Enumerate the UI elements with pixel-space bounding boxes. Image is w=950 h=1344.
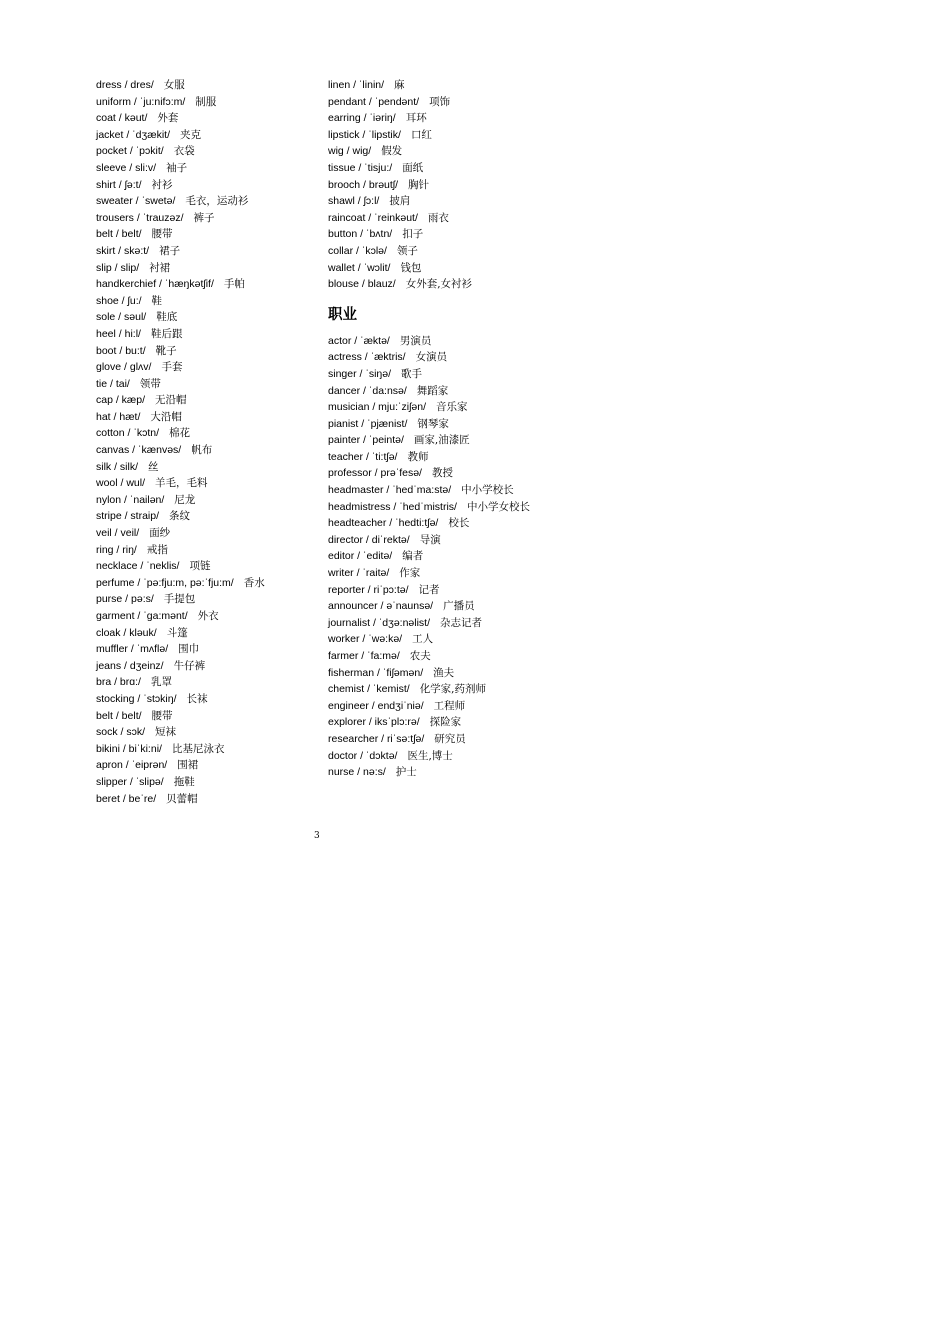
vocab-entry: [328, 681, 548, 698]
vocab-entry: [328, 548, 548, 565]
chinese-translation: 记者: [418, 583, 440, 596]
vocab-entry: [96, 558, 316, 575]
chinese-translation: 围巾: [178, 643, 200, 656]
chinese-translation: 贝蕾帽: [166, 792, 198, 805]
chinese-translation: 短袜: [155, 726, 177, 739]
vocab-entry: [328, 333, 548, 350]
vocab-entry: [328, 399, 548, 416]
english-word: journalist / ˈdʒə:nəlist/: [328, 616, 431, 629]
english-word: engineer / endʒiˈniə/: [328, 699, 424, 712]
english-word: cloak / kləuk/: [96, 626, 157, 639]
english-word: lipstick / ˈlipstik/: [328, 128, 401, 141]
vocab-entry: [96, 459, 316, 476]
english-word: cotton / ˈkɔtn/: [96, 427, 160, 440]
vocab-entry: [328, 731, 548, 748]
vocab-entry: [96, 110, 316, 127]
english-word: nylon / ˈnailən/: [96, 493, 165, 506]
english-word: sock / sɔk/: [96, 726, 146, 739]
vocab-entry: [96, 724, 316, 741]
right-vocabulary-column: [328, 77, 548, 781]
english-word: tissue / ˈtisju:/: [328, 161, 393, 174]
chinese-translation: 男演员: [399, 334, 432, 347]
english-word: purse / pə:s/: [96, 593, 154, 606]
chinese-translation: 中小学校长: [461, 484, 514, 497]
vocab-entry: [328, 515, 548, 532]
chinese-translation: 衬裙: [149, 261, 171, 274]
chinese-translation: 耳环: [405, 112, 427, 125]
vocab-entry: [328, 532, 548, 549]
chinese-translation: 研究员: [434, 732, 466, 745]
vocab-entry: [328, 160, 548, 177]
chinese-translation: 广播员: [443, 600, 475, 613]
chinese-translation: 腰带: [151, 709, 173, 722]
chinese-translation: 衬衫: [151, 178, 173, 191]
chinese-translation: 香水: [243, 576, 265, 589]
chinese-translation: 外套: [157, 112, 179, 125]
chinese-translation: 长袜: [186, 692, 208, 705]
english-word: stocking / ˈstɔkiŋ/: [96, 692, 177, 705]
vocab-entry: [328, 94, 548, 111]
english-word: chemist / ˈkemist/: [328, 683, 410, 696]
english-word: muffler / ˈmʌflə/: [96, 643, 169, 656]
chinese-translation: 女外套,女衬衫: [405, 278, 473, 291]
vocab-entry: [96, 160, 316, 177]
vocab-entry: [328, 582, 548, 599]
vocab-entry: [96, 409, 316, 426]
chinese-translation: 渔夫: [433, 666, 455, 679]
english-word: director / diˈrektə/: [328, 533, 410, 546]
vocab-entry: [328, 499, 543, 516]
chinese-translation: 乳罩: [150, 676, 172, 689]
chinese-translation: 领带: [139, 377, 161, 390]
chinese-translation: 毛衣，运动衫: [185, 195, 249, 208]
chinese-translation: 无沿帽: [155, 394, 187, 407]
chinese-translation: 丝: [148, 460, 159, 473]
chinese-translation: 假发: [381, 145, 403, 158]
english-word: hat / hæt/: [96, 410, 141, 423]
vocab-entry: [96, 575, 316, 592]
chinese-translation: 外衣: [197, 610, 219, 622]
english-word: uniform / ˈju:nifɔ:m/: [96, 95, 186, 108]
chinese-translation: 校长: [448, 517, 470, 530]
vocab-entry: [96, 343, 316, 360]
vocab-entry: [328, 565, 548, 582]
english-word: belt / belt/: [96, 228, 142, 241]
vocab-entry: [328, 260, 548, 277]
occupations-list: [328, 333, 548, 781]
chinese-translation: 面纱: [149, 527, 171, 540]
chinese-translation: 羊毛，毛料: [155, 477, 208, 490]
vocab-entry: [328, 349, 548, 366]
chinese-translation: 麻: [394, 79, 405, 91]
english-word: jacket / ˈdʒækit/: [96, 128, 170, 141]
english-word: sleeve / sli:v/: [96, 161, 157, 174]
english-word: reporter / riˈpɔ:tə/: [328, 583, 409, 596]
english-word: ring / riŋ/: [96, 543, 137, 556]
english-word: pendant / ˈpendənt/: [328, 95, 420, 108]
english-word: shoe / ʃu:/: [96, 294, 142, 307]
chinese-translation: 披肩: [389, 195, 411, 208]
chinese-translation: 工程师: [433, 699, 466, 712]
english-word: stripe / straip/: [96, 510, 160, 523]
vocab-entry: [328, 449, 548, 466]
chinese-translation: 帆布: [191, 444, 213, 457]
chinese-translation: 尼龙: [174, 493, 196, 506]
vocab-entry: [328, 366, 548, 383]
english-word: heel / hi:l/: [96, 327, 141, 340]
chinese-translation: 比基尼泳衣: [171, 742, 225, 755]
vocab-entry: [96, 708, 316, 725]
chinese-translation: 舞蹈家: [416, 384, 449, 397]
english-word: headmistress / ˈhedˈmistris/: [328, 500, 457, 513]
chinese-translation: 夹克: [180, 128, 201, 141]
chinese-translation: 衣袋: [173, 145, 195, 158]
vocab-entry: [96, 442, 316, 459]
vocab-entry: [328, 243, 548, 260]
vocab-entry: [328, 432, 548, 449]
vocab-entry: [96, 94, 316, 111]
vocab-entry: [328, 698, 548, 715]
chinese-translation: 女演员: [415, 351, 448, 364]
english-word: headmaster / ˈhedˈma:stə/: [328, 484, 452, 497]
chinese-translation: 教授: [431, 467, 453, 480]
english-word: researcher / riˈsə:tʃə/: [328, 732, 425, 745]
english-word: tie / tai/: [96, 377, 130, 390]
vocab-entry: [96, 774, 316, 791]
chinese-translation: 手帕: [223, 278, 245, 291]
english-word: shawl / ʃɔ:l/: [328, 195, 380, 208]
vocab-entry: [96, 508, 316, 525]
chinese-translation: 腰带: [151, 228, 173, 241]
vocab-entry: [96, 542, 316, 559]
chinese-translation: 杂志记者: [440, 616, 483, 629]
chinese-translation: 制服: [195, 95, 217, 108]
english-word: painter / ˈpeintə/: [328, 434, 404, 447]
chinese-translation: 胸针: [408, 178, 430, 191]
vocab-entry: [328, 631, 548, 648]
english-word: earring / ˈiəriŋ/: [328, 112, 396, 125]
vocab-entry: [328, 177, 548, 194]
chinese-translation: 棉花: [169, 427, 191, 440]
english-word: silk / silk/: [96, 460, 138, 473]
vocab-entry: [328, 714, 548, 731]
chinese-translation: 项饰: [429, 95, 451, 108]
english-word: brooch / brəutʃ/: [328, 178, 399, 191]
vocab-entry: [328, 665, 548, 682]
chinese-translation: 钱包: [400, 261, 422, 274]
english-word: explorer / iksˈplɔ:rə/: [328, 716, 420, 729]
vocab-entry: [96, 591, 316, 608]
english-word: wallet / ˈwɔlit/: [328, 261, 391, 274]
vocab-entry: [96, 608, 316, 625]
english-word: actor / ˈæktə/: [328, 334, 390, 347]
english-word: fisherman / ˈfiʃəmən/: [328, 666, 424, 679]
chinese-translation: 音乐家: [436, 401, 468, 414]
chinese-translation: 编者: [402, 550, 424, 563]
vocab-entry: [96, 177, 316, 194]
english-word: canvas / ˈkænvəs/: [96, 444, 182, 457]
vocab-entry: [96, 691, 316, 708]
vocab-entry: [328, 143, 548, 160]
chinese-translation: 袖子: [166, 161, 188, 174]
english-word: beret / beˈre/: [96, 792, 157, 805]
chinese-translation: 鞋后跟: [150, 327, 183, 340]
vocab-entry: [328, 210, 548, 227]
chinese-translation: 戒指: [146, 543, 168, 556]
chinese-translation: 大沿帽: [150, 410, 182, 423]
english-word: collar / ˈkɔlə/: [328, 244, 387, 257]
english-word: jeans / dʒeinz/: [96, 659, 164, 672]
vocab-entry: [328, 226, 548, 243]
english-word: announcer / əˈnaunsə/: [328, 600, 434, 613]
vocab-entry: [328, 110, 548, 127]
vocab-entry: [328, 615, 548, 632]
english-word: coat / kəut/: [96, 112, 148, 125]
left-vocabulary-column: [96, 77, 316, 807]
chinese-translation: 领子: [396, 244, 418, 257]
vocab-entry: [328, 77, 548, 94]
vocab-entry: [96, 127, 316, 144]
english-word: dancer / ˈda:nsə/: [328, 384, 407, 397]
vocab-entry: [328, 416, 548, 433]
english-word: dress / dres/: [96, 79, 154, 91]
chinese-translation: 围裙: [177, 759, 199, 772]
chinese-translation: 裤子: [193, 211, 215, 224]
vocab-entry: [96, 226, 316, 243]
chinese-translation: 钢琴家: [417, 417, 449, 430]
vocab-entry: [328, 193, 548, 210]
vocab-entry: [96, 392, 316, 409]
page-number: 3: [314, 831, 320, 841]
vocab-entry: [96, 276, 316, 293]
english-word: glove / glʌv/: [96, 361, 152, 374]
chinese-translation: 导演: [419, 533, 441, 546]
english-word: bikini / biˈki:ni/: [96, 742, 162, 755]
english-word: cap / kæp/: [96, 394, 146, 407]
vocab-entry: [96, 210, 316, 227]
english-word: wig / wig/: [328, 145, 372, 158]
vocab-entry: [328, 127, 548, 144]
english-word: pocket / ˈpɔkit/: [96, 145, 164, 158]
english-word: slip / slip/: [96, 261, 140, 274]
vocab-entry: [328, 598, 548, 615]
chinese-translation: 口红: [410, 128, 432, 141]
english-word: slipper / ˈslipə/: [96, 775, 164, 788]
english-word: pianist / ˈpjænist/: [328, 417, 408, 430]
english-word: bra / brɑ:/: [96, 676, 141, 689]
chinese-translation: 雨衣: [427, 211, 449, 224]
english-word: singer / ˈsiŋə/: [328, 367, 392, 380]
english-word: apron / ˈeiprən/: [96, 759, 168, 772]
vocab-entry: [96, 492, 316, 509]
english-word: veil / veil/: [96, 527, 140, 540]
chinese-translation: 斗篷: [166, 626, 188, 639]
english-word: shirt / ʃə:t/: [96, 178, 142, 191]
vocab-entry: [96, 741, 316, 758]
chinese-translation: 工人: [412, 633, 434, 646]
english-word: worker / ˈwə:kə/: [328, 633, 403, 646]
english-word: wool / wul/: [96, 477, 146, 490]
chinese-translation: 裙子: [159, 244, 181, 257]
chinese-translation: 教师: [407, 450, 429, 463]
clothing-list-continued: [328, 77, 548, 293]
chinese-translation: 中小学女校长: [466, 500, 530, 513]
english-word: trousers / ˈtrauzəz/: [96, 211, 184, 224]
vocab-entry: [96, 293, 316, 310]
english-word: handkerchief / ˈhæŋkətʃif/: [96, 278, 214, 291]
vocab-entry: [96, 243, 316, 260]
vocab-entry: [96, 641, 316, 658]
english-word: button / ˈbʌtn/: [328, 228, 393, 241]
vocab-entry: [96, 475, 316, 492]
chinese-translation: 化学家,药剂师: [419, 683, 487, 696]
vocab-entry: [96, 326, 316, 343]
chinese-translation: 女服: [163, 79, 185, 91]
chinese-translation: 鞋: [151, 294, 163, 307]
chinese-translation: 条纹: [169, 510, 191, 523]
vocab-entry: [328, 276, 548, 293]
english-word: doctor / ˈdɔktə/: [328, 749, 398, 762]
vocab-entry: [96, 791, 316, 808]
chinese-translation: 歌手: [401, 367, 423, 380]
vocab-entry: [328, 383, 548, 400]
english-word: boot / bu:t/: [96, 344, 146, 357]
english-word: sweater / ˈswetə/: [96, 195, 176, 208]
vocab-entry: [328, 764, 548, 781]
english-word: nurse / nə:s/: [328, 766, 386, 779]
chinese-translation: 扣子: [402, 228, 424, 241]
vocab-entry: [96, 674, 316, 691]
english-word: skirt / skə:t/: [96, 244, 150, 257]
chinese-translation: 护士: [395, 766, 417, 779]
english-word: blouse / blauz/: [328, 278, 396, 291]
chinese-translation: 手套: [161, 361, 183, 374]
english-word: actress / ˈæktris/: [328, 351, 406, 364]
vocab-entry: [328, 748, 548, 765]
english-word: linen / ˈlinin/: [328, 79, 385, 91]
chinese-translation: 农夫: [409, 650, 431, 662]
chinese-translation: 项链: [189, 560, 211, 573]
english-word: raincoat / ˈreinkəut/: [328, 211, 418, 224]
english-word: garment / ˈga:mənt/: [96, 610, 188, 622]
vocab-entry: [328, 648, 548, 665]
vocab-entry: [96, 757, 316, 774]
english-word: professor / prəˈfesə/: [328, 467, 422, 480]
english-word: farmer / ˈfa:mə/: [328, 650, 400, 662]
chinese-translation: 作家: [399, 567, 421, 580]
chinese-translation: 牛仔裤: [173, 659, 206, 672]
english-word: necklace / ˈneklis/: [96, 560, 180, 573]
vocab-entry: [96, 425, 316, 442]
vocab-entry: [96, 376, 316, 393]
chinese-translation: 面纸: [402, 161, 424, 174]
vocab-entry: [96, 77, 316, 94]
vocab-entry: [96, 625, 316, 642]
chinese-translation: 拖鞋: [173, 775, 195, 788]
chinese-translation: 靴子: [155, 344, 177, 357]
vocab-entry: [96, 193, 316, 210]
english-word: musician / mju:ˈziʃən/: [328, 401, 427, 414]
vocab-entry: [96, 260, 316, 277]
english-word: writer / ˈraitə/: [328, 567, 390, 580]
chinese-translation: 医生,博士: [407, 749, 453, 762]
vocab-entry: [96, 658, 316, 675]
vocab-entry: [328, 482, 548, 499]
chinese-translation: 鞋底: [156, 311, 178, 324]
vocab-entry: [96, 525, 316, 542]
english-word: sole / səul/: [96, 311, 147, 324]
chinese-translation: 探险家: [429, 716, 462, 729]
english-word: teacher / ˈti:tʃə/: [328, 450, 398, 463]
vocab-entry: [96, 359, 316, 376]
vocab-entry: [96, 143, 316, 160]
english-word: belt / belt/: [96, 709, 142, 722]
chinese-translation: 手提包: [163, 593, 196, 606]
english-word: perfume / ˈpə:fju:m, pə:ˈfju:m/: [96, 576, 234, 589]
vocab-entry: [328, 465, 548, 482]
english-word: editor / ˈeditə/: [328, 550, 393, 563]
chinese-translation: 画家,油漆匠: [413, 434, 470, 447]
vocab-entry: [96, 309, 316, 326]
english-word: headteacher / ˈhedti:tʃə/: [328, 517, 439, 530]
section-title-occupations: 职业: [328, 306, 357, 323]
